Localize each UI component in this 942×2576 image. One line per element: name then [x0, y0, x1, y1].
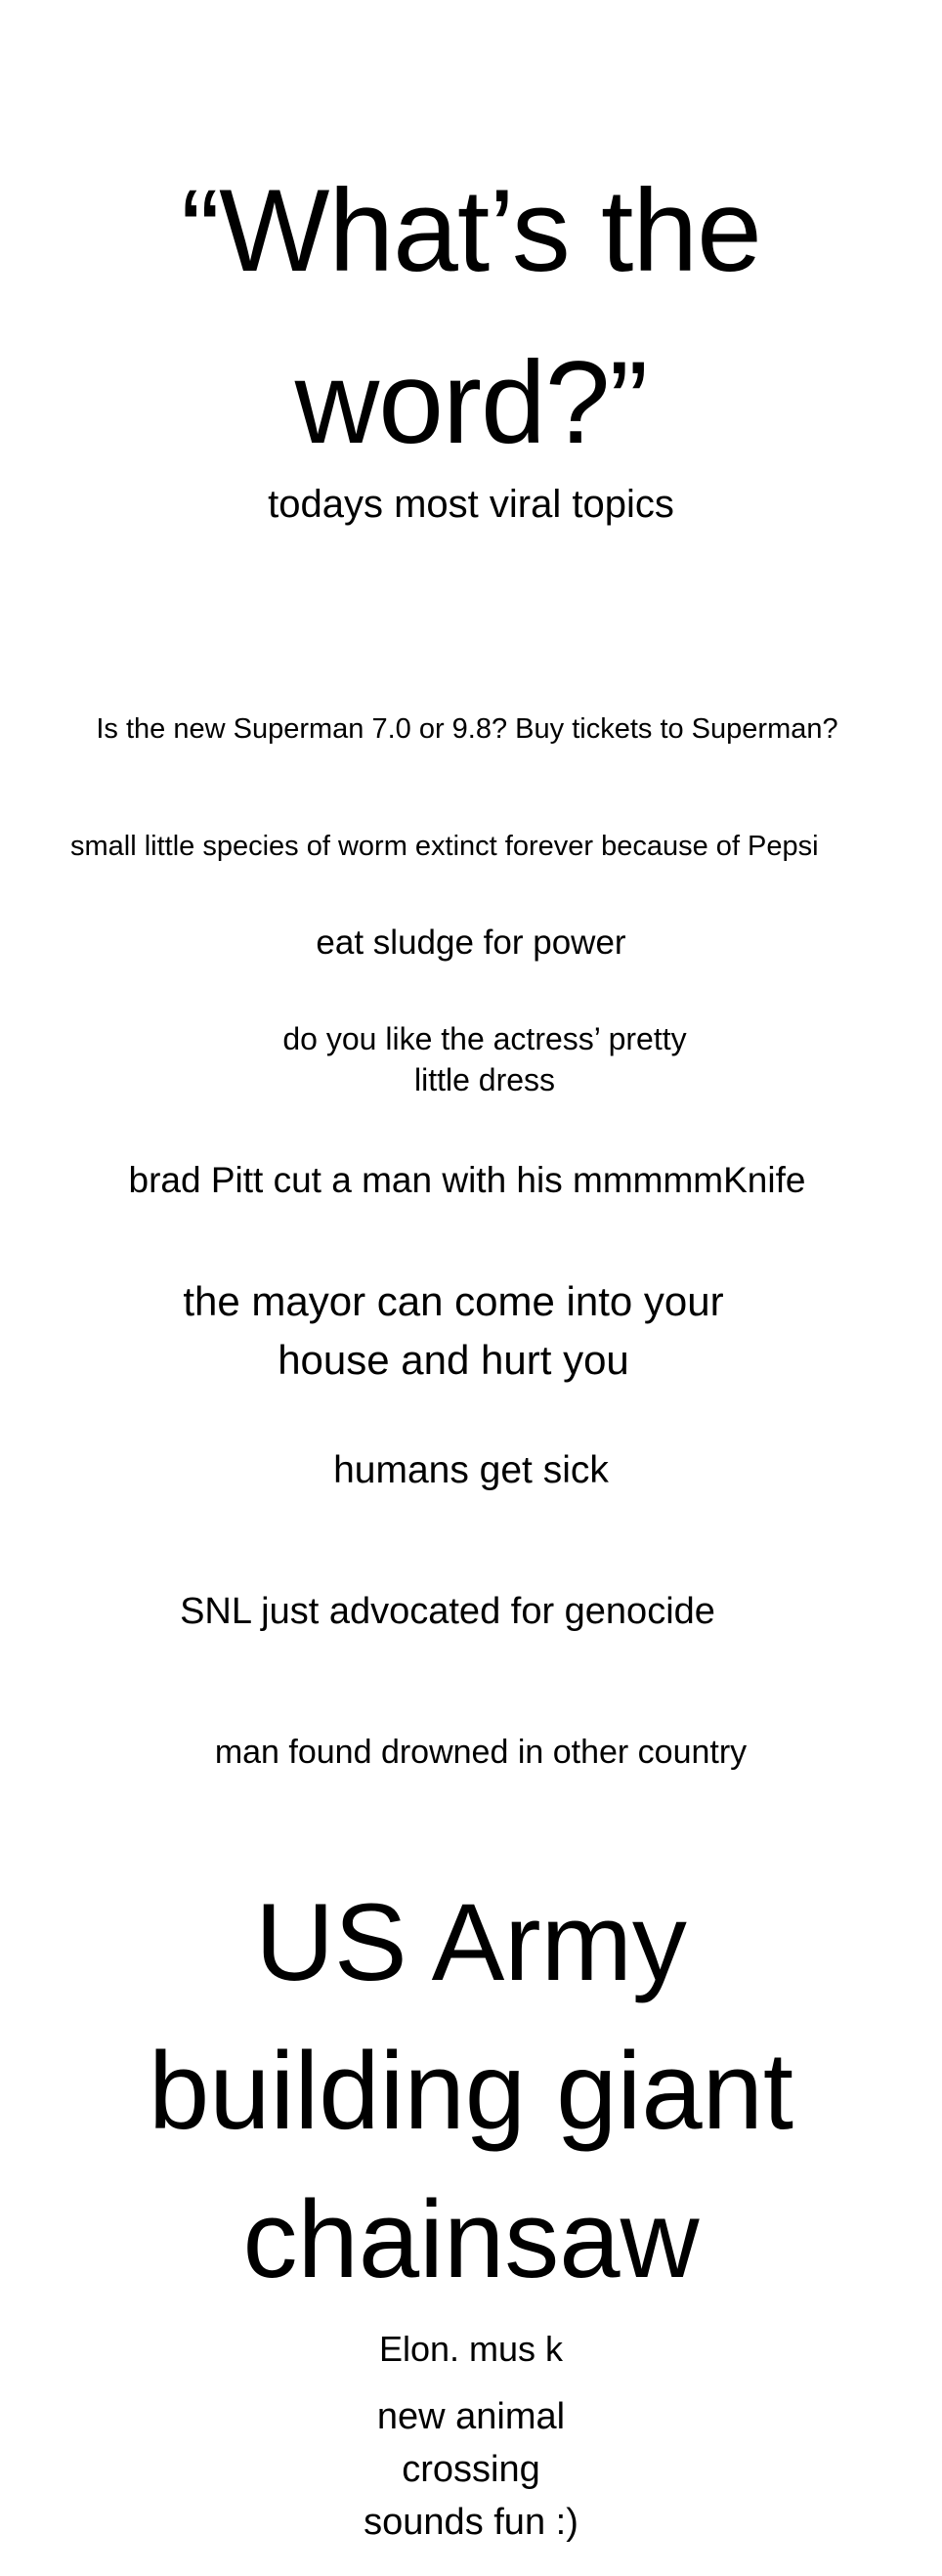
page-title-line-2: word?”: [294, 337, 648, 468]
topic-humans-sick: humans get sick: [333, 1449, 609, 1491]
page-title: [90, 145, 852, 489]
topic-snl: SNL just advocated for genocide: [180, 1591, 715, 1632]
topic-brad-pitt: brad Pitt cut a man with his mmmmmKnife: [128, 1160, 806, 1200]
topic-animal-crossing: [0, 2390, 942, 2549]
topic-mayor: [0, 1272, 924, 1390]
topic-worm-extinct: small little species of worm extinct forever because of Pepsi: [70, 831, 819, 862]
topic-superman-tickets: Is the new Superman 7.0 or 9.8? Buy tickets to Superman?: [96, 713, 838, 745]
headline-us-army-line-3: chainsaw: [242, 2178, 700, 2300]
topic-man-drowned: man found drowned in other country: [214, 1734, 748, 1771]
topic-animal-crossing-line-2: crossing: [402, 2449, 540, 2490]
topic-actress-dress: [14, 1018, 942, 1100]
topic-eat-sludge: eat sludge for power: [316, 923, 626, 962]
page-title-line-1: “What’s the: [181, 165, 761, 296]
topic-mayor-line-2: house and hurt you: [278, 1337, 629, 1383]
headline-us-army-line-1: US Army: [255, 1881, 687, 2003]
page-subtitle: todays most viral topics: [268, 483, 674, 526]
topic-animal-crossing-line-1: new animal: [376, 2396, 566, 2437]
topic-actress-dress-line-1: do you like the actress’ pretty: [282, 1021, 687, 1056]
topic-elon: Elon. mus k: [378, 2329, 564, 2369]
topic-animal-crossing-line-3: sounds fun :): [364, 2502, 578, 2543]
headline-us-army-line-2: building giant: [148, 2030, 794, 2152]
topic-actress-dress-line-2: little dress: [413, 1062, 556, 1097]
topic-mayor-line-1: the mayor can come into your: [183, 1278, 724, 1324]
headline-us-army: [0, 1868, 942, 2314]
